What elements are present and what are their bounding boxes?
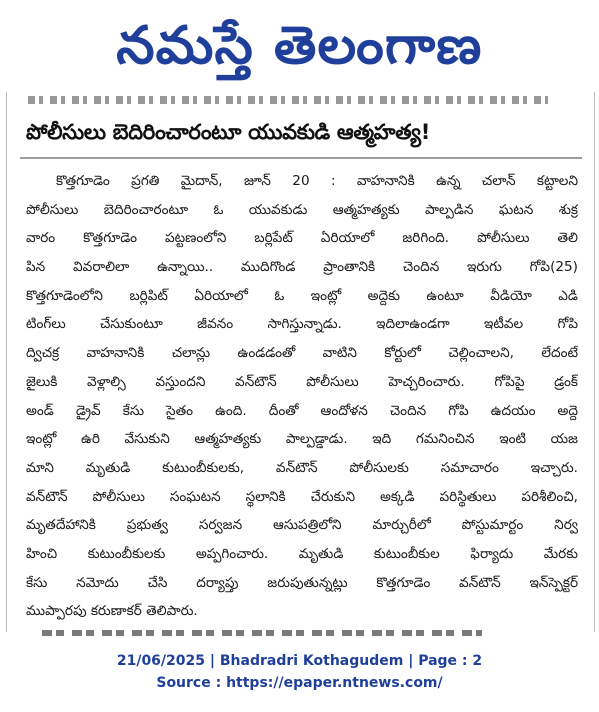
article-line: పిన వివరాలిలా ఉన్నాయి.. ముదిగొండ ప్రాంతానికి చెందిన ఇరుగు గోపి(25) <box>26 259 578 276</box>
clipped-text-fragment-top <box>28 96 548 104</box>
article-line: పోలీసులు బెదిరించారంటూ ఓ యువకుడు ఆత్మహత్యకు పాల్పడిన ఘటన శుక్ర <box>26 201 578 218</box>
article-line: మాని మృతుడి కుటుంబీకులకు, వన్‌టౌన్ పోలీసులకు సమాచారం ఇచ్చారు. <box>26 459 578 476</box>
footer <box>0 640 599 712</box>
article-line: ఇంట్లో ఉరి వేసుకుని ఆత్మహత్యకు పాల్పడ్డాడు. ఇది గమనించిన ఇంటి యజ <box>26 431 578 448</box>
article-line: హించి కుటుంబీకులకు అప్పగించారు. మృతుడి కుటుంబీకుల ఫిర్యాదు మేరకు <box>26 545 578 562</box>
article-line: మృతదేహానికి ప్రభుత్వ సర్వజన ఆసుపత్రిలోని మార్చురీలో పోస్టుమార్టం నిర్వ <box>26 517 578 534</box>
footer-source-link[interactable]: Source : https://epaper.ntnews.com/ <box>156 675 443 691</box>
article-headline: పోలీసులు బెదిరించారంటూ యువకుడి ఆత్మహత్య! <box>26 120 431 144</box>
newspaper-logo: నమస్తే తెలంగాణ <box>116 16 483 76</box>
article-body <box>26 167 578 626</box>
article-line: కొత్తగూడెం ప్రగతి మైదాన్, జూన్ 20 : వాహనానికి ఉన్న చలాన్ కట్టాలని <box>56 173 578 189</box>
headline-divider <box>20 157 582 159</box>
article-line: జైలుకి వెళ్లాల్సి వస్తుందని వన్‌టౌన్ పోలీసులు హెచ్చరించారు. గోపిపై డ్రంక్ <box>26 373 578 390</box>
article-line: కేసు నమోదు చేసి దర్యాప్తు జరుపుతున్నట్లు కొత్తగూడెం వన్‌టౌన్ ఇన్‌స్పెక్టర్ <box>26 574 578 591</box>
article-line: ద్విచక్ర వాహనానికి చలాన్లు ఉండడంతో వాటిని కోర్టులో చెల్లించాలని, లేదంటే <box>26 345 578 362</box>
article-line: కొత్తగూడెంలోని బర్లిపిట్ ఏరియాలో ఓ ఇంట్లో అద్దెకు ఉంటూ వీడియో ఎడి <box>26 287 578 304</box>
footer-date-edition: 21/06/2025 | Bhadradri Kothagudem | Page : 2 <box>116 653 483 669</box>
article-line: వారం కొత్తగూడెం పట్టణంలోని బర్లిపేట్ ఏరియాలో జరిగింది. పోలీసులు తెలి <box>26 230 578 247</box>
article-line: అండ్ డ్రైవ్ కేసు సైతం ఉంది. దీంతో ఆందోళన చెందిన గోపి ఉదయం అద్దె <box>26 402 578 419</box>
masthead <box>0 0 599 92</box>
article-line: టింగ్‌లు చేసుకుంటూ జీవనం సాగిస్తున్నాడు. ఇదిలాఉండగా ఇటీవల గోపి <box>26 316 578 333</box>
article-line: ముప్పారపు కరుణాకర్ తెలిపారు. <box>26 603 198 620</box>
article-line: వన్‌టౌన్ పోలీసులు సంఘటన స్థలానికి చేరుకుని అక్కడి పరిస్థితులు పరిశీలించి, <box>26 488 578 505</box>
clipped-text-fragment-bottom <box>42 630 482 636</box>
